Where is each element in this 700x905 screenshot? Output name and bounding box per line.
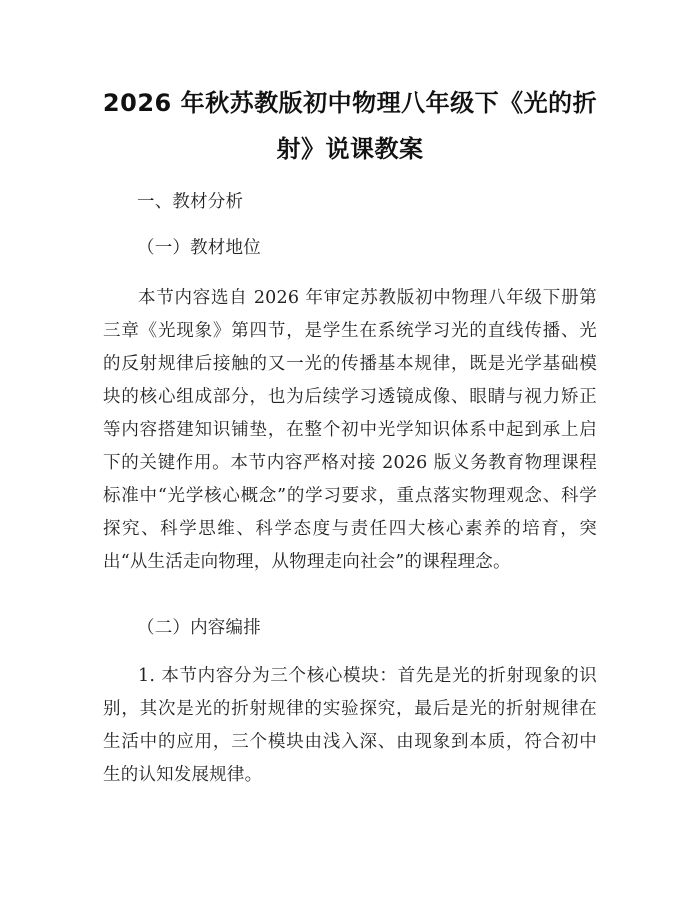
paragraph-content-arrangement: 1. 本节内容分为三个核心模块：首先是光的折射现象的识别，其次是光的折射规律的实验探究，最后是光的折射规律在生活中的应用，三个模块由浅入深、由现象到本质，符合初中生的认知发展规律。 [103,666,597,785]
section-heading-textbook-analysis: 一、教材分析 [137,192,244,212]
paragraph-textbook-position: 本节内容选自 2026 年审定苏教版初中物理八年级下册第三章《光现象》第四节，是学生在系统学习光的直线传播、光的反射规律后接触的又一光的传播基本规律，既是光学基础模块的核心组成部分，也为后续学习透镜成像、眼睛与视力矫正等内容搭建知识铺垫，在整个初中光学知识体系中起到承上启下的关键作用。本节内容严格对接 2026 版义务教育物理课程标准中“光学核心概念”的学习要求，重点落实物理观念、科学探究、科学思维、科学态度与责任四大核心素养的培育，突出“从生活走向物理，从物理走向社会”的课程理念。 [103,288,597,572]
subsection-heading-content-arrangement: （二）内容编排 [137,618,261,638]
document-title: 2026 年秋苏教版初中物理八年级下《光的折射》说课教案 [102,89,598,163]
subsection-heading-textbook-position: （一）教材地位 [137,238,261,258]
